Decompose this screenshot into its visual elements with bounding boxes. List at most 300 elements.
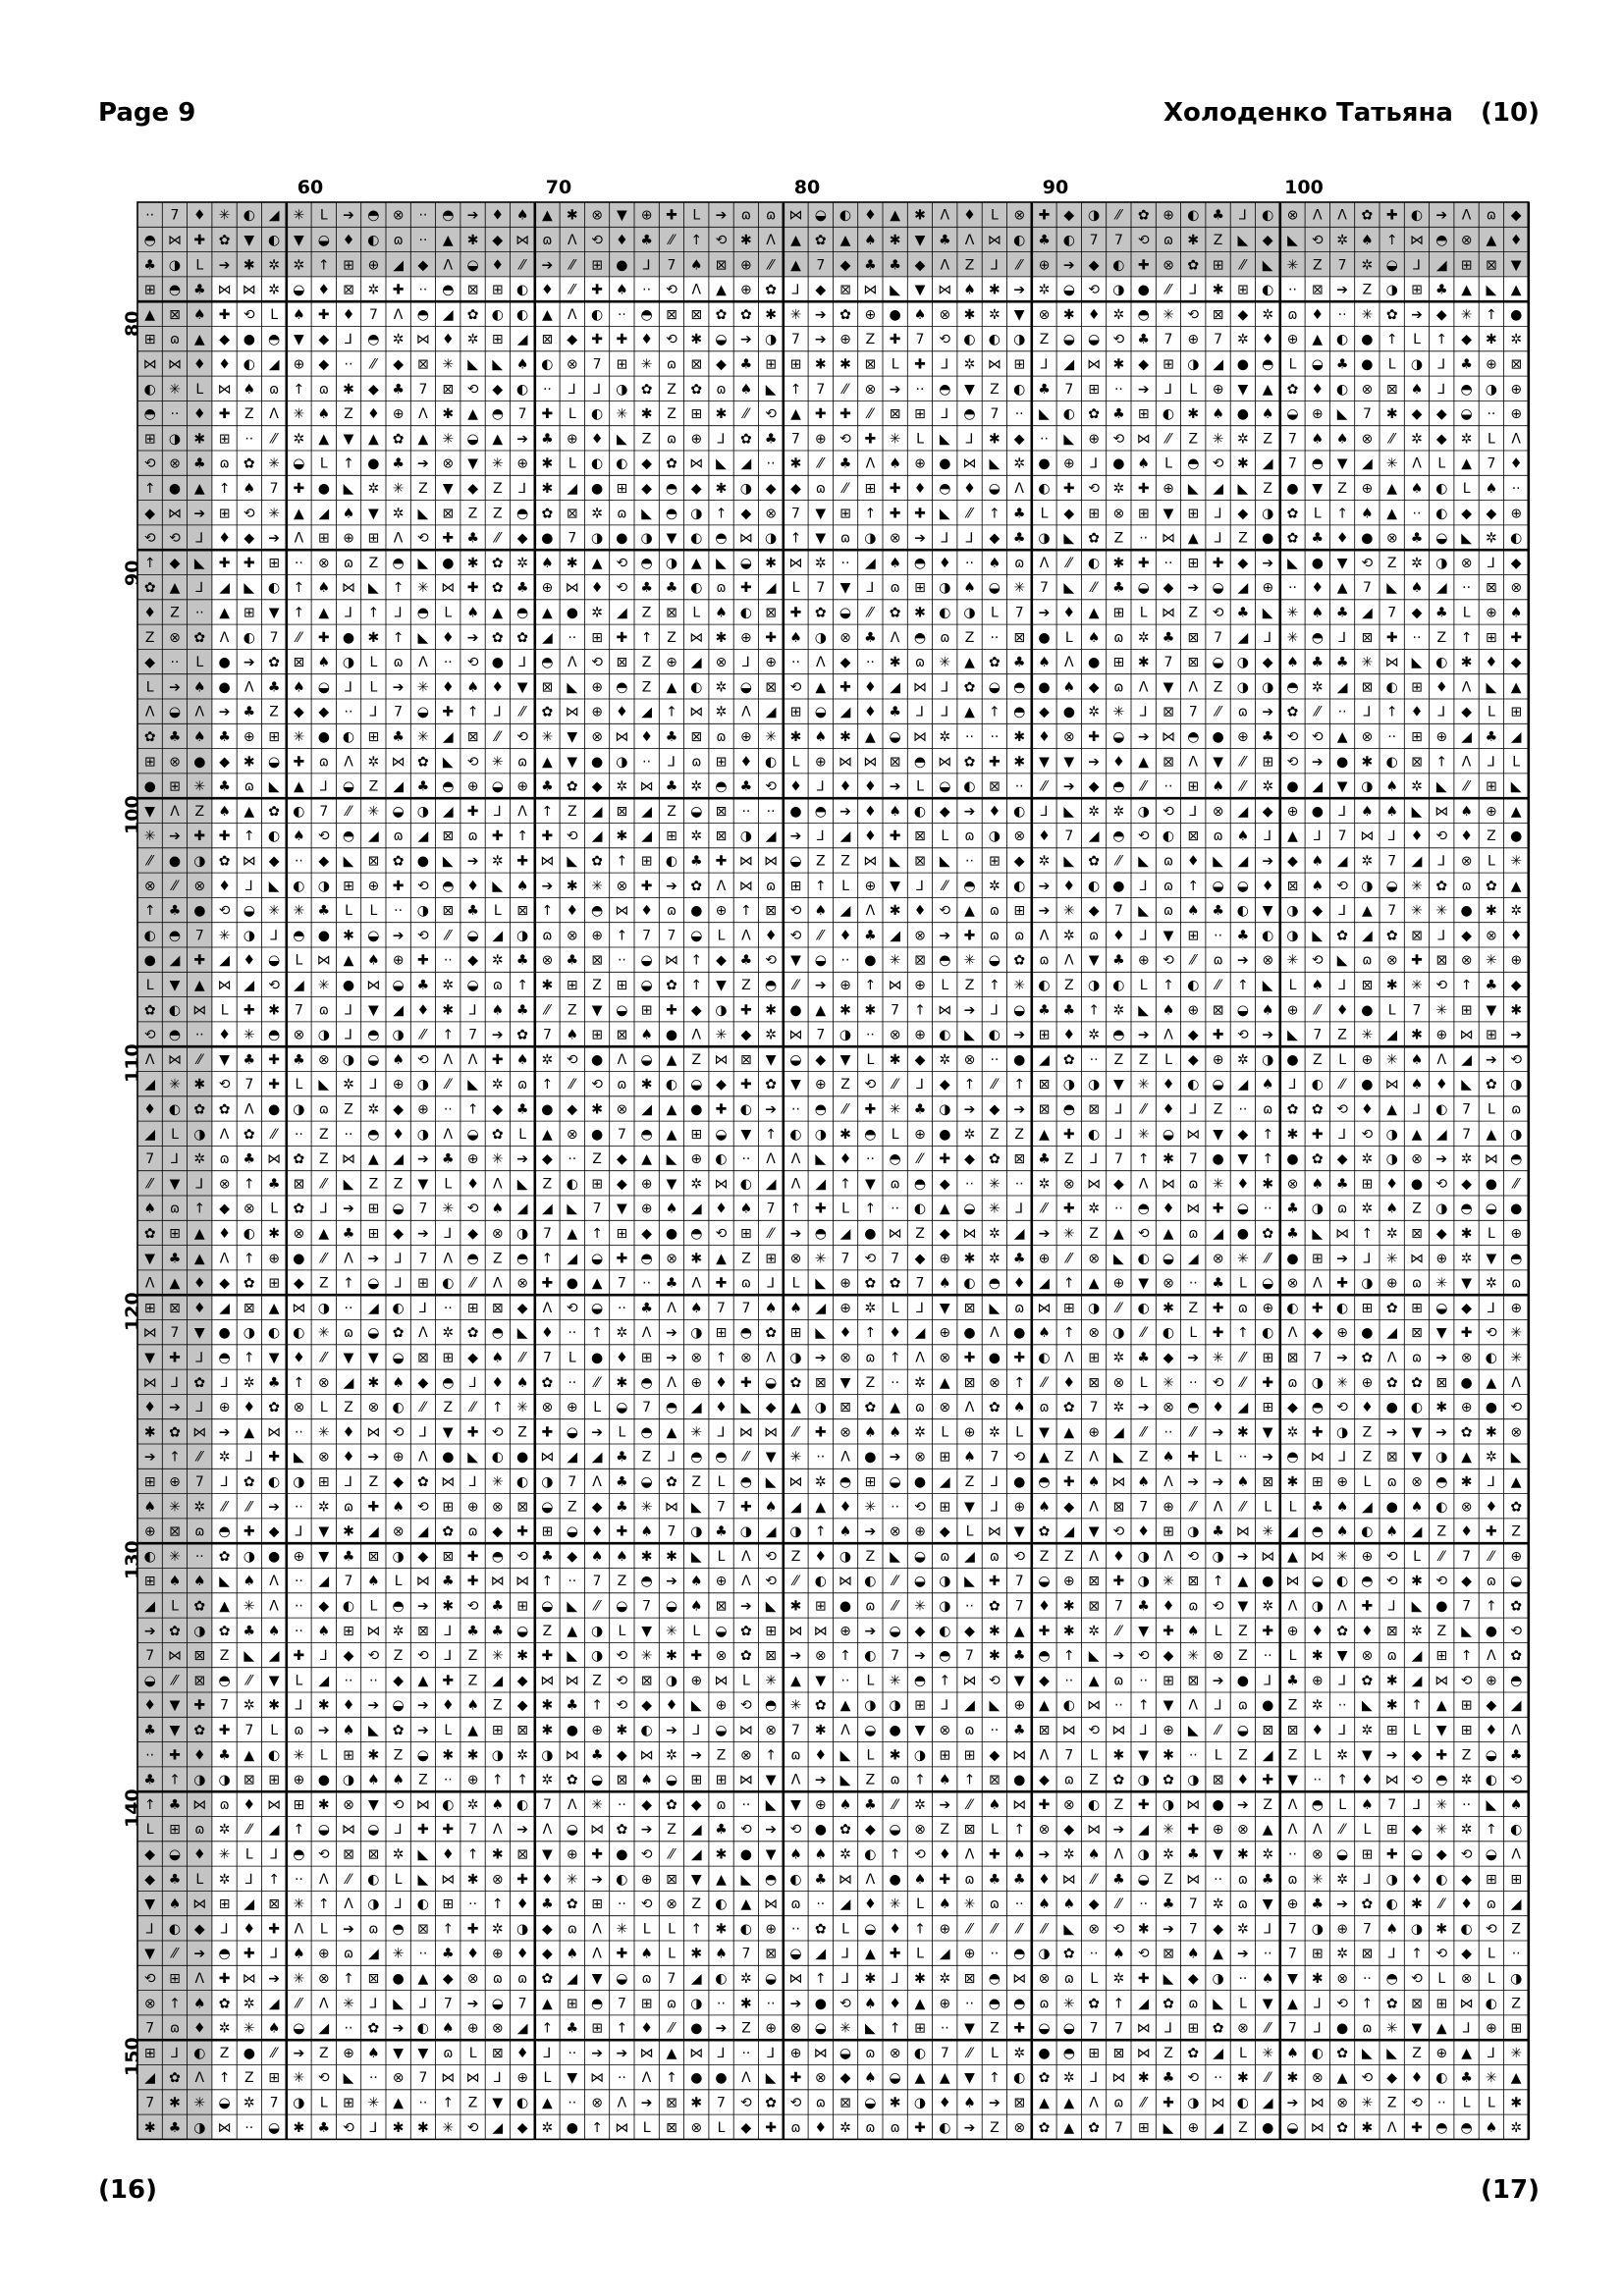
stitch-symbol: ♠ [193,679,206,695]
stitch-symbol: ✿ [1510,1599,1522,1615]
stitch-symbol: ✚ [839,406,851,422]
stitch-symbol: ɷ [617,506,626,521]
stitch-symbol: ◣ [1063,531,1074,547]
stitch-symbol: ⁄⁄ [1238,779,1248,795]
stitch-symbol: ● [1336,754,1348,770]
stitch-symbol: ⊠ [1113,2046,1125,2061]
stitch-symbol: ⋈ [1162,729,1175,745]
stitch-symbol: ◐ [963,1276,975,1292]
stitch-symbol: ◑ [243,1325,255,1341]
stitch-symbol: ◢ [1039,1276,1050,1292]
stitch-symbol: ⋈ [366,978,380,993]
stitch-symbol: ◐ [567,1176,578,1192]
stitch-symbol: ✱ [815,356,827,372]
stitch-symbol: ✚ [1336,1276,1348,1292]
stitch-symbol: ⋈ [540,1450,554,1466]
stitch-symbol: ⋅⋅ [866,655,875,670]
stitch-symbol: ✚ [219,1723,231,1738]
stitch-symbol: ◢ [1113,1424,1124,1440]
stitch-symbol: ⋈ [739,1773,753,1789]
stitch-symbol: Λ [1437,1052,1447,1068]
stitch-symbol: ↑ [790,531,802,547]
stitch-symbol: Z [667,406,676,422]
stitch-symbol: ♦ [666,1698,678,1714]
stitch-symbol: ♦ [616,1351,628,1366]
stitch-symbol: ◐ [243,356,255,372]
stitch-symbol: ➔ [666,1351,677,1366]
stitch-symbol: ◑ [516,1226,528,1242]
stitch-symbol: ▲ [144,307,155,323]
stitch-symbol: ✿ [690,382,702,398]
stitch-symbol: ◒ [1112,729,1124,745]
stitch-symbol: L [1488,705,1495,721]
stitch-symbol: ▲ [1089,605,1100,620]
stitch-symbol: ✚ [716,1102,728,1118]
stitch-symbol: ♣ [640,580,653,596]
stitch-symbol: ◢ [1014,1226,1025,1242]
stitch-symbol: ➔ [1336,283,1348,298]
stitch-symbol: ⅃ [221,1375,229,1391]
stitch-symbol: ✱ [765,556,777,571]
stitch-symbol: ◆ [1163,1648,1174,1664]
stitch-symbol: ↑ [542,1077,554,1093]
stitch-symbol: ⊠ [1213,1002,1224,1018]
stitch-symbol: ✱ [989,431,1001,447]
stitch-symbol: ⊕ [144,1524,156,1540]
stitch-symbol: ◆ [1188,1028,1199,1043]
stitch-symbol: ⋈ [441,1872,455,1888]
stitch-symbol: ◐ [1013,382,1025,398]
stitch-symbol: ◒ [989,679,1001,695]
stitch-symbol: ✳ [268,506,280,521]
stitch-symbol: ✳ [243,2021,255,2037]
stitch-symbol: ◢ [393,1151,404,1167]
stitch-symbol: ➔ [1435,1424,1447,1440]
stitch-symbol: ✿ [1063,1947,1075,1962]
stitch-symbol: ↑ [1486,307,1497,323]
stitch-symbol: ⋅⋅ [816,1896,825,1912]
stitch-symbol: ✲ [368,754,380,770]
stitch-symbol: ⊕ [1113,1276,1125,1292]
stitch-symbol: ♦ [1112,754,1125,770]
stitch-symbol: ♦ [343,1424,355,1440]
stitch-symbol: ⟲ [740,1822,752,1838]
stitch-symbol: ⟲ [1411,2096,1423,2111]
stitch-symbol: ✳ [641,1499,653,1515]
stitch-symbol: ◆ [990,1102,1001,1118]
stitch-symbol: ◓ [989,1971,1001,1987]
stitch-symbol: ⁄⁄ [144,1176,154,1192]
stitch-symbol: ♠ [516,879,529,894]
stitch-symbol: ◐ [715,1896,727,1912]
stitch-symbol: ⅃ [1164,2021,1172,2037]
stitch-symbol: ▲ [1511,679,1522,695]
stitch-symbol: ⊞ [368,729,380,745]
stitch-symbol: ◒ [715,1723,727,1738]
stitch-symbol: ✚ [268,1450,280,1466]
stitch-symbol: ⅃ [345,1002,352,1018]
stitch-symbol: ɷ [915,1400,925,1415]
stitch-symbol: ⊕ [169,1474,181,1490]
stitch-symbol: ⟲ [865,1077,877,1093]
stitch-symbol: ✲ [219,2021,231,2037]
stitch-symbol: ➔ [790,1996,802,2011]
stitch-symbol: ⋅⋅ [1313,1773,1322,1789]
stitch-symbol: ◆ [492,1524,503,1540]
stitch-symbol: ✳ [193,2096,205,2111]
stitch-symbol: Z [319,1276,329,1292]
stitch-symbol: ✚ [765,630,777,646]
stitch-symbol: ♠ [715,605,728,620]
stitch-symbol: ▲ [318,605,329,620]
stitch-symbol: ⋈ [243,283,256,298]
stitch-symbol: ✿ [193,1723,205,1738]
stitch-symbol: ● [591,754,603,770]
stitch-symbol: L [1264,1499,1271,1515]
stitch-symbol: ⁄⁄ [517,257,527,273]
stitch-symbol: L [941,978,948,993]
stitch-symbol: ⋈ [938,283,951,298]
stitch-symbol: ◣ [1412,1599,1423,1615]
stitch-symbol: ⟲ [1138,1226,1150,1242]
stitch-symbol: ◆ [492,233,503,248]
stitch-symbol: L [892,1127,899,1143]
stitch-symbol: ✚ [1138,1971,1150,1987]
stitch-symbol: ◒ [914,1574,926,1589]
stitch-symbol: ⊠ [1386,1450,1398,1466]
stitch-symbol: ◆ [815,1052,826,1068]
stitch-symbol: ⊗ [169,630,181,646]
stitch-symbol: ◑ [1386,1151,1398,1167]
stitch-symbol: ⊗ [1088,1325,1100,1341]
stitch-symbol: ◐ [914,1201,926,1217]
stitch-symbol: ● [1386,1400,1398,1415]
stitch-symbol: Z [1064,978,1074,993]
stitch-symbol: ◐ [939,605,950,620]
stitch-symbol: L [1015,1424,1023,1440]
stitch-symbol: ⋅⋅ [1238,1971,1247,1987]
stitch-symbol: L [444,1176,452,1192]
stitch-symbol: ◒ [640,1052,652,1068]
stitch-symbol: ⁄⁄ [1461,779,1471,795]
stitch-symbol: ➔ [1386,1747,1398,1763]
stitch-symbol: ♣ [442,1151,455,1167]
stitch-symbol: ◓ [640,307,652,323]
stitch-symbol: ♠ [268,2021,281,2037]
stitch-symbol: ▼ [418,2046,429,2061]
stitch-symbol: ✱ [1013,729,1025,745]
stitch-symbol: ♦ [1262,332,1274,347]
stitch-symbol: ◑ [1312,1921,1324,1937]
stitch-symbol: ↑ [1013,1822,1025,1838]
stitch-symbol: ◒ [392,804,404,820]
stitch-symbol: ⊠ [169,307,181,323]
stitch-symbol: ⁄⁄ [667,1847,676,1863]
stitch-symbol: ♠ [1361,1797,1374,1813]
stitch-symbol: ♣ [1510,1747,1523,1763]
stitch-symbol: ◓ [690,1450,702,1466]
stitch-symbol: ⊠ [1088,1599,1100,1615]
stitch-symbol: Λ [1288,1797,1298,1813]
stitch-symbol: ✳ [492,456,504,472]
stitch-symbol: L [395,1574,403,1589]
stitch-symbol: ◒ [1486,1747,1497,1763]
stitch-symbol: ⊠ [1386,1624,1398,1639]
stitch-symbol: ✚ [1163,1624,1174,1639]
stitch-symbol: ✿ [193,1102,205,1118]
stitch-symbol: ◆ [1063,208,1074,224]
stitch-symbol: ↑ [690,233,702,248]
stitch-symbol: ↑ [467,705,479,721]
stitch-symbol: Λ [1462,208,1472,224]
stitch-symbol: ⅃ [419,1424,427,1440]
stitch-symbol: ♦ [318,283,331,298]
stitch-symbol: ⋅⋅ [1338,705,1347,721]
stitch-symbol: ▼ [667,1176,677,1192]
stitch-symbol: ✳ [219,208,231,224]
stitch-symbol: ɷ [1213,953,1222,969]
stitch-symbol: ▼ [344,431,354,447]
stitch-symbol: ◣ [368,580,379,596]
stitch-symbol: ♣ [1336,605,1349,620]
stitch-symbol: ◢ [940,1474,950,1490]
author-name: Холоденко Татьяна [1163,100,1453,126]
stitch-symbol: ⊗ [591,729,603,745]
stitch-symbol: ⟲ [1187,2070,1199,2086]
stitch-symbol: ◐ [1013,233,1025,248]
stitch-symbol: ◒ [1013,1002,1025,1018]
stitch-symbol: ◣ [1511,1450,1522,1466]
stitch-symbol: ◆ [1263,233,1273,248]
stitch-symbol: ◒ [839,2046,851,2061]
stitch-symbol: ⟲ [591,233,603,248]
stitch-symbol: ➔ [964,1002,976,1018]
stitch-symbol: ✿ [1435,879,1447,894]
stitch-symbol: ♦ [1312,1723,1325,1738]
stitch-symbol: ⊠ [243,1301,255,1316]
stitch-symbol: ⋈ [317,953,331,969]
stitch-symbol: ◓ [765,1872,777,1888]
stitch-symbol: ▼ [592,1002,603,1018]
stitch-symbol: ◑ [343,1773,354,1789]
stitch-symbol: ⊠ [666,1872,677,1888]
stitch-symbol: ● [939,456,950,472]
stitch-symbol: ⋅⋅ [345,2021,353,2037]
stitch-symbol: ✳ [765,1673,777,1688]
stitch-symbol: ♣ [740,779,753,795]
stitch-symbol: ◒ [293,456,304,472]
stitch-symbol: ◐ [516,2096,528,2111]
stitch-symbol: ♠ [839,1797,852,1813]
stitch-symbol: ⊗ [740,1351,752,1366]
stitch-symbol: ⊕ [343,531,354,547]
stitch-symbol: ● [218,1325,230,1341]
stitch-symbol: ◢ [1386,1325,1397,1341]
stitch-symbol: ♦ [1312,382,1325,398]
stitch-symbol: 7 [543,1028,552,1043]
stitch-symbol: ✚ [1312,1301,1324,1316]
stitch-symbol: 7 [145,2096,154,2111]
stitch-symbol: ◣ [1213,854,1223,870]
stitch-symbol: ✳ [294,1896,305,1912]
stitch-symbol: ● [1312,804,1324,820]
stitch-symbol: ✳ [1362,307,1374,323]
stitch-symbol: ⊞ [641,1351,653,1366]
stitch-symbol: ⊞ [914,2021,926,2037]
stitch-symbol: ⁄⁄ [1063,1251,1073,1266]
stitch-symbol: ⊕ [1435,1028,1447,1043]
stitch-symbol: ◐ [1013,804,1025,820]
stitch-symbol: ♦ [864,208,877,224]
stitch-symbol: ◐ [516,1797,528,1813]
stitch-symbol: ⋅⋅ [444,1301,453,1316]
stitch-symbol: ◣ [1238,481,1249,497]
stitch-symbol: ➔ [417,1698,429,1714]
stitch-symbol: ✚ [417,953,429,969]
stitch-symbol: ⊗ [939,307,950,323]
stitch-symbol: L [1488,1947,1495,1962]
stitch-symbol: ✲ [690,828,702,844]
stitch-symbol: ◣ [741,1400,752,1415]
stitch-symbol: ♦ [343,307,355,323]
stitch-symbol: ◒ [367,1822,379,1838]
stitch-symbol: Z [1363,1424,1373,1440]
stitch-symbol: ➔ [193,1947,205,1962]
stitch-symbol: ◢ [1362,605,1373,620]
stitch-symbol: ● [567,2120,578,2136]
stitch-symbol: ◑ [1361,879,1373,894]
stitch-symbol: 7 [791,332,800,347]
stitch-symbol: ◑ [765,531,777,547]
stitch-symbol: ⊗ [716,655,728,670]
stitch-symbol: ◣ [890,1549,900,1565]
stitch-symbol: ✿ [1287,531,1299,547]
stitch-symbol: ⋈ [1087,1176,1101,1192]
stitch-symbol: ⊠ [368,854,380,870]
stitch-symbol: ◣ [492,356,503,372]
stitch-symbol: ◑ [839,1028,851,1043]
stitch-symbol: ▲ [542,2096,553,2111]
stitch-symbol: L [146,679,154,695]
stitch-symbol: ✲ [1336,233,1348,248]
stitch-symbol: ◐ [1336,332,1348,347]
stitch-symbol: ⊞ [939,1747,950,1763]
stitch-symbol: ✳ [1287,953,1299,969]
stitch-symbol: ⊠ [1362,978,1374,993]
stitch-symbol: ⊗ [1312,1847,1324,1863]
stitch-symbol: ➔ [914,531,926,547]
stitch-symbol: Λ [1511,1847,1521,1863]
stitch-symbol: Z [543,1624,553,1639]
stitch-symbol: ⊠ [716,257,728,273]
stitch-symbol: L [991,605,999,620]
stitch-symbol: Λ [816,655,826,670]
stitch-symbol: ◢ [1089,828,1100,844]
stitch-symbol: ✳ [417,679,429,695]
stitch-symbol: ↑ [169,1996,181,2011]
stitch-symbol: ● [1038,679,1050,695]
stitch-symbol: ⋅⋅ [1437,2096,1446,2111]
stitch-symbol: ⊞ [716,1325,728,1341]
stitch-symbol: ➔ [591,1424,603,1440]
stitch-symbol: ɷ [1387,1474,1397,1490]
stitch-symbol: ◑ [666,556,677,571]
stitch-symbol: ⅃ [444,1648,452,1664]
stitch-symbol: Z [1437,1624,1447,1639]
stitch-symbol: ⁄⁄ [443,928,453,943]
stitch-symbol: ⊠ [1187,828,1199,844]
stitch-symbol: ◓ [1138,307,1150,323]
stitch-symbol: ⁄⁄ [243,1822,253,1838]
stitch-symbol: ♦ [1411,2070,1424,2086]
stitch-symbol: ◐ [989,332,1001,347]
stitch-symbol: Λ [766,233,776,248]
stitch-symbol: ◣ [1312,928,1323,943]
stitch-symbol: ◣ [641,506,652,521]
stitch-symbol: ✱ [1435,1400,1447,1415]
stitch-symbol: ✱ [914,605,926,620]
stitch-symbol: ⊗ [318,1052,330,1068]
stitch-symbol: ⟲ [417,879,429,894]
stitch-symbol: ⊕ [1187,2120,1199,2136]
stitch-symbol: ⊗ [144,879,156,894]
stitch-symbol: ⟲ [1113,332,1125,347]
stitch-symbol: ♣ [864,928,877,943]
stitch-symbol: Z [692,1896,702,1912]
stitch-symbol: ◆ [766,481,777,497]
stitch-symbol: ⅃ [1437,705,1445,721]
stitch-symbol: ⁄⁄ [567,283,576,298]
stitch-symbol: ⊞ [989,854,1001,870]
stitch-symbol: ◓ [1038,1474,1050,1490]
stitch-symbol: Λ [319,1996,329,2011]
stitch-symbol: ⊗ [716,1648,728,1664]
stitch-symbol: Z [1288,1747,1298,1763]
stitch-symbol: Λ [1288,1599,1298,1615]
stitch-symbol: ♣ [616,1499,628,1515]
stitch-symbol: ⟲ [1113,1921,1125,1937]
stitch-symbol: ⊕ [815,1797,827,1813]
stitch-symbol: 7 [990,406,999,422]
stitch-symbol: ✿ [144,1002,156,1018]
stitch-symbol: ✿ [1386,1996,1398,2011]
stitch-symbol: ⊗ [169,456,181,472]
stitch-symbol: ● [939,1127,950,1143]
stitch-symbol: ⊠ [1013,630,1025,646]
stitch-symbol: ● [1435,1599,1447,1615]
stitch-symbol: ⅃ [1189,804,1197,820]
stitch-symbol: ⟲ [839,1996,851,2011]
stitch-symbol: ✱ [839,1127,851,1143]
stitch-symbol: ⋈ [267,1151,281,1167]
stitch-symbol: ⊞ [1187,506,1199,521]
stitch-symbol: ◢ [1238,630,1249,646]
stitch-symbol: ✳ [1213,1351,1224,1366]
stitch-symbol: ◆ [1238,506,1249,521]
stitch-symbol: ♦ [591,580,604,596]
stitch-symbol: ◓ [1112,828,1124,844]
stitch-symbol: ↑ [1138,1698,1150,1714]
stitch-symbol: ⋈ [1087,356,1101,372]
stitch-symbol: ✳ [666,1624,677,1639]
stitch-symbol: ɷ [667,1996,676,2011]
stitch-symbol: ⊕ [243,729,255,745]
stitch-symbol: Z [1487,828,1496,844]
stitch-symbol: ▼ [840,1375,851,1391]
stitch-symbol: ◢ [1412,1524,1423,1540]
stitch-symbol: ✱ [890,233,901,248]
stitch-symbol: ⊗ [790,1251,802,1266]
